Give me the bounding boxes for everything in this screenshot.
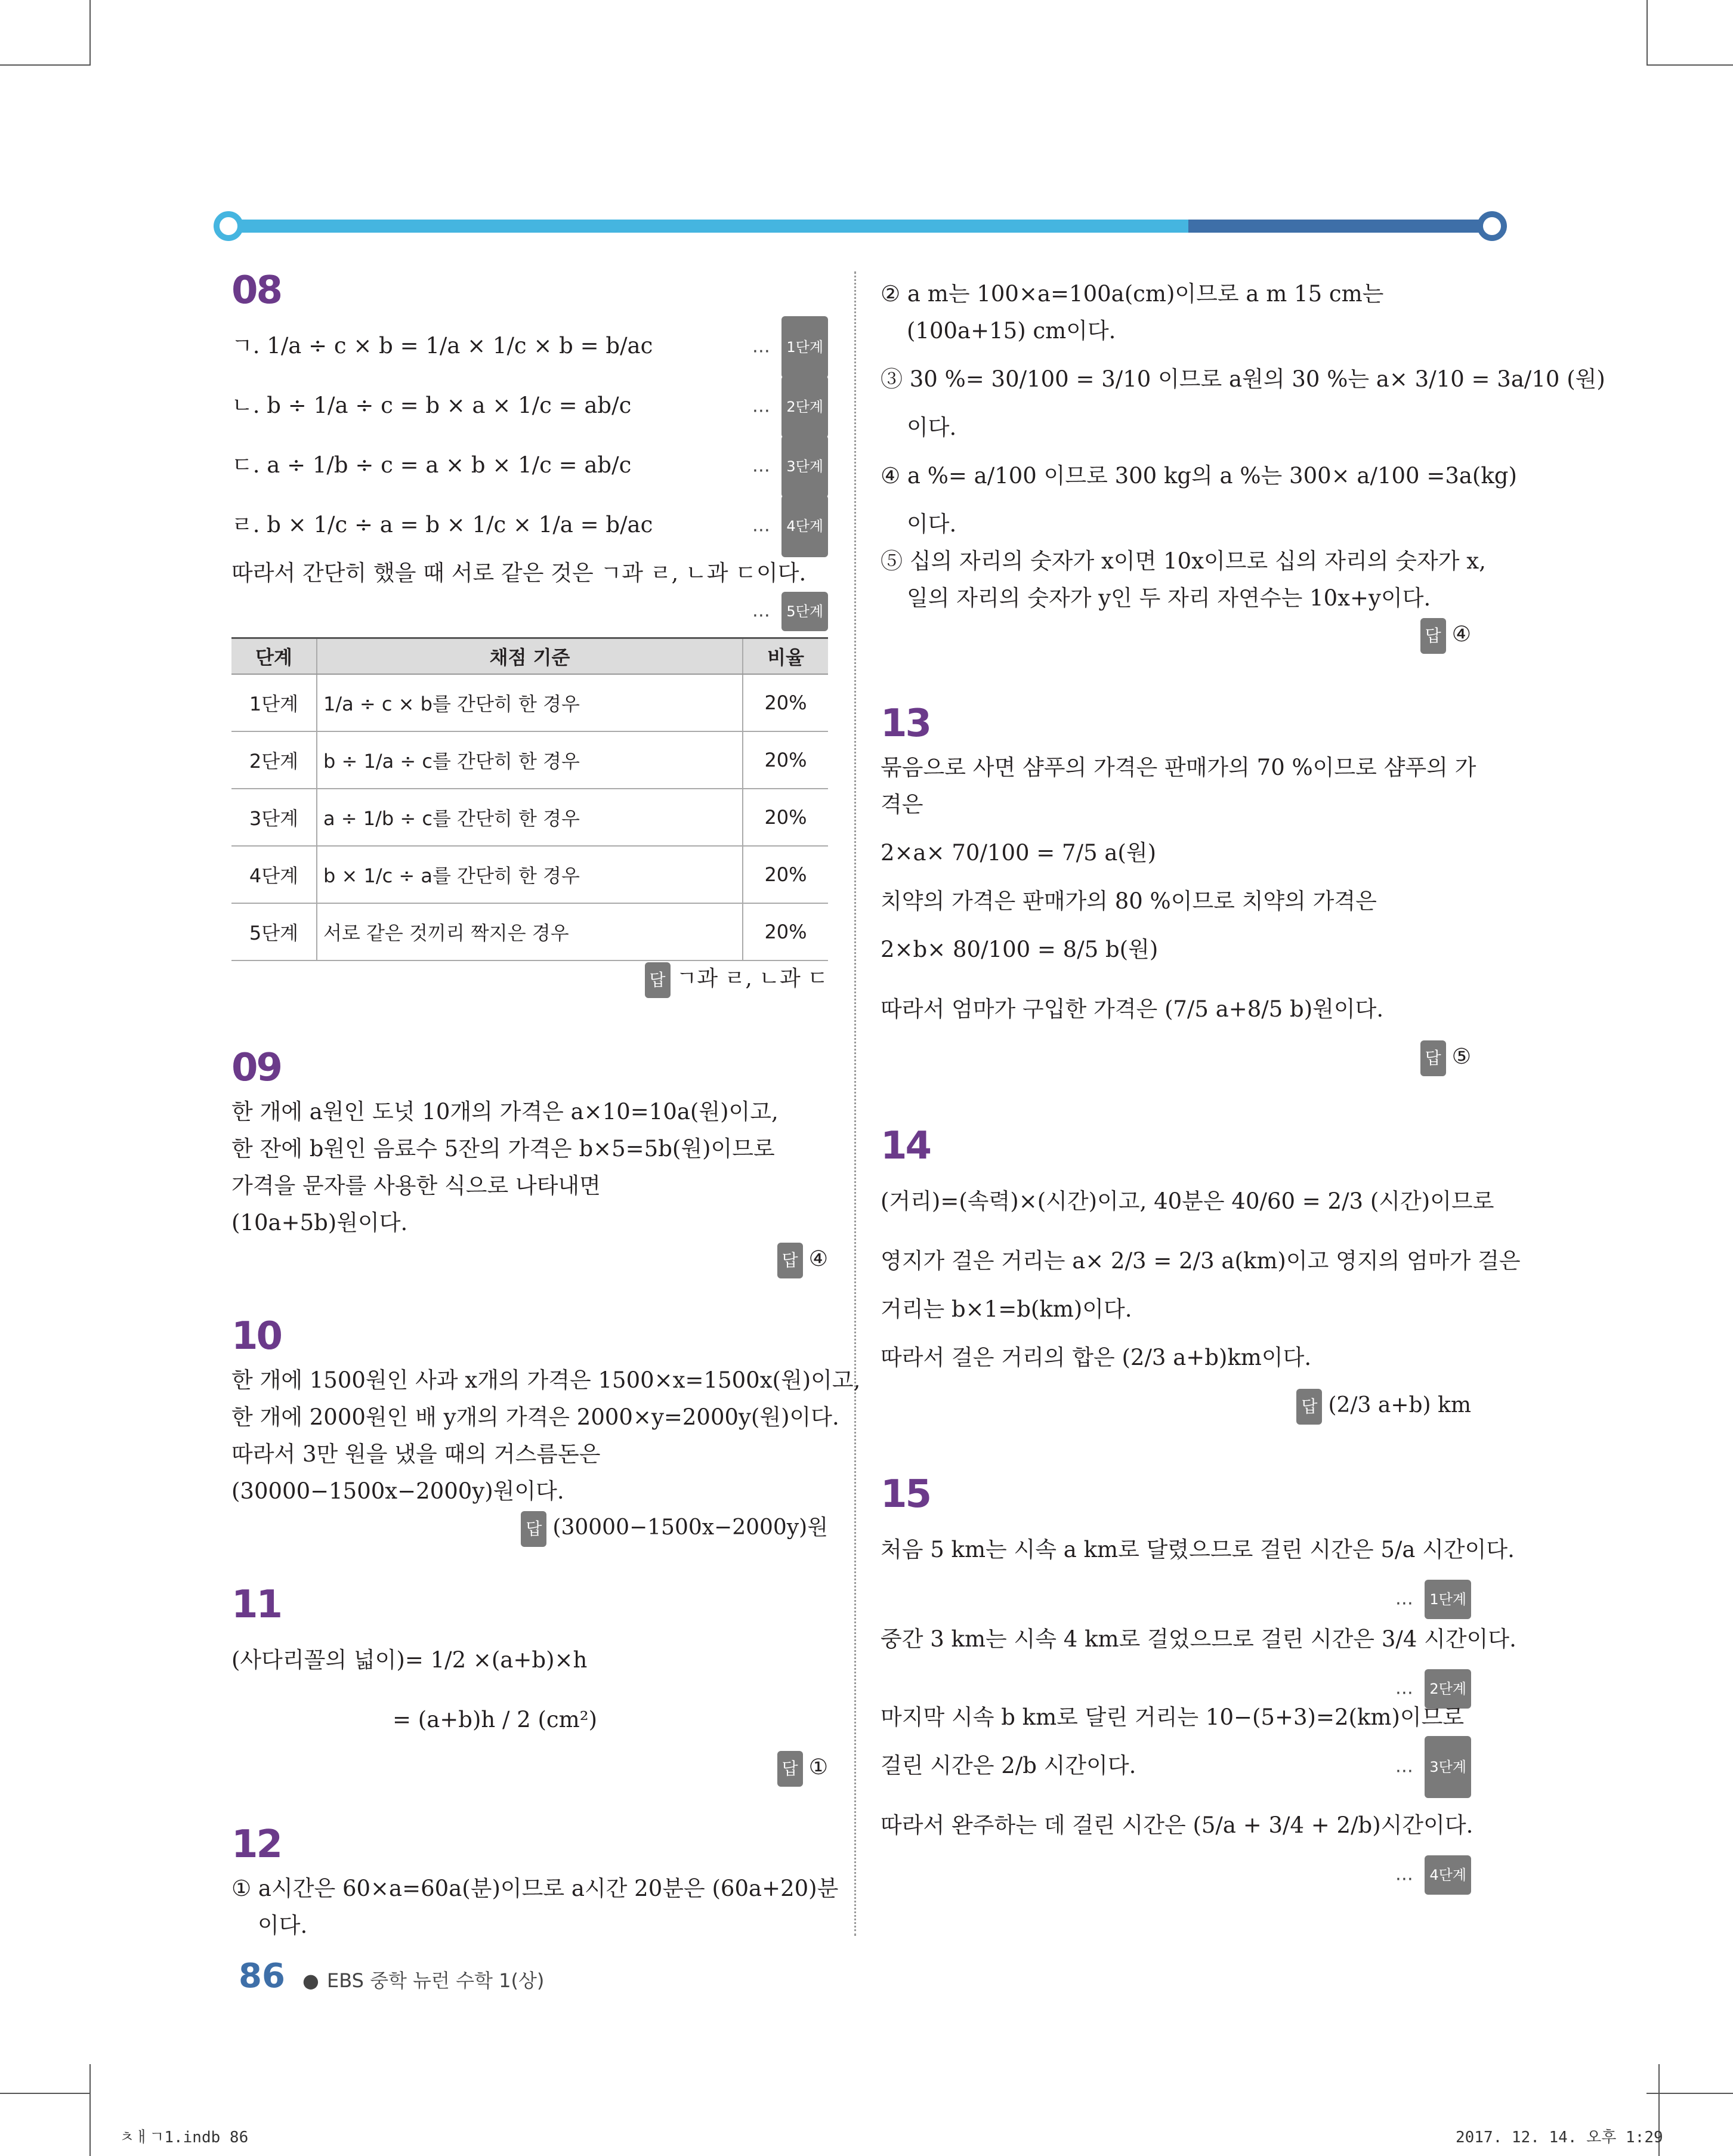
header-bar-light xyxy=(222,220,1188,233)
solution-line xyxy=(881,1580,1471,1610)
answer-line: 답 ⑤ xyxy=(881,1039,1471,1076)
solution-line: 한 잔에 b원인 음료수 5잔의 가격은 b×5=5b(원)이므로 xyxy=(231,1136,775,1162)
solution-line xyxy=(881,1855,1471,1885)
step-tag: … 5단계 xyxy=(752,592,828,631)
answer-badge: 답 xyxy=(521,1511,546,1547)
answer-badge: 답 xyxy=(1296,1389,1322,1425)
bullet-icon: ● xyxy=(302,1969,319,1992)
conclusion-line: 따라서 간단히 했을 때 서로 같은 것은 ㄱ과 ㄹ, ㄴ과 ㄷ이다. xyxy=(231,560,807,586)
answer-badge: 답 xyxy=(777,1751,803,1787)
solution-line: 따라서 완주하는 데 걸린 시간은 (5/a + 3/4 + 2/b)시간이다. xyxy=(881,1812,1473,1838)
grading-table xyxy=(231,637,828,961)
solution-line: (사다리꼴의 넓이)= 1/2 ×(a+b)×h xyxy=(231,1647,588,1673)
table-header: 채점 기준 xyxy=(317,638,743,675)
step-tag: … 1단계 xyxy=(1395,1580,1471,1619)
problem-number: 09 xyxy=(231,1046,282,1090)
solution-line: ㄱ. 1/a ÷ c × b = 1/a × 1/c × b = b/ac … 1단계 xyxy=(231,316,828,376)
solution-line: ③ 30 %= 30/100 = 3/10 이므로 a원의 30 %는 a× 3/10 = 3a/10 (원) xyxy=(881,366,1605,392)
step-tag: … 2단계 xyxy=(1395,1669,1471,1709)
solution-line: 한 개에 a원인 도넛 10개의 가격은 a×10=10a(원)이고, xyxy=(231,1099,779,1125)
solution-line: ⑤ 십의 자리의 숫자가 x이면 10x이므로 십의 자리의 숫자가 x, xyxy=(881,548,1486,574)
answer-line: 답 (2/3 a+b) km xyxy=(881,1388,1471,1425)
solution-line: ④ a %= a/100 이므로 300 kg의 a %는 300× a/100 =3a(kg) xyxy=(881,463,1517,489)
solution-line: 거리는 b×1=b(km)이다. xyxy=(881,1296,1132,1322)
math-expression: a ÷ 1/b ÷ c = a × b × 1/c = ab/c xyxy=(267,452,632,478)
book-title: EBS 중학 뉴런 수학 1(상) xyxy=(327,1969,545,1992)
solution-line: 격은 xyxy=(881,792,923,817)
solution-line: 2×a× 70/100 = 7/5 a(원) xyxy=(881,840,1157,866)
table-row: 2단계 b ÷ 1/a ÷ c를 간단히 한 경우 20% xyxy=(231,731,828,789)
page-number: 86 xyxy=(239,1957,285,1996)
answer-line: 답 (30000−1500x−2000y)원 xyxy=(231,1510,828,1547)
solution-line: 영지가 걸은 거리는 a× 2/3 = 2/3 a(km)이고 영지의 엄마가 걸은 xyxy=(881,1248,1521,1274)
solution-line xyxy=(881,1669,1471,1699)
step-tag: … 3단계 xyxy=(752,435,828,498)
answer-line: 답 ④ xyxy=(231,1241,828,1278)
answer-badge: 답 xyxy=(777,1243,803,1278)
math-expression: b × 1/c ÷ a = b × 1/c × 1/a = b/ac xyxy=(267,512,653,538)
solution-line: ㄹ. b × 1/c ÷ a = b × 1/c × 1/a = b/ac … 4단계 xyxy=(231,495,828,555)
header-bar-dark xyxy=(1188,220,1487,233)
problem-number: 11 xyxy=(231,1583,282,1627)
solution-line: 이다. xyxy=(258,1913,308,1938)
answer-line: 답 ④ xyxy=(881,617,1471,654)
crop-mark xyxy=(1646,64,1733,66)
answer-badge: 답 xyxy=(645,962,671,998)
solution-line: 이다. xyxy=(907,415,957,440)
table-header: 단계 xyxy=(231,638,317,675)
header-accent-bar xyxy=(222,220,1487,233)
step-tag: … 2단계 xyxy=(752,376,828,438)
page-footer xyxy=(239,1957,544,1996)
solution-line xyxy=(231,592,828,625)
solution-line: 따라서 3만 원을 냈을 때의 거스름돈은 xyxy=(231,1441,601,1467)
solution-line: 걸린 시간은 2/b 시간이다. … 3단계 xyxy=(881,1736,1471,1796)
crop-mark xyxy=(0,64,89,66)
step-tag: … 1단계 xyxy=(752,316,828,378)
solution-line: 묶음으로 사면 샴푸의 가격은 판매가의 70 %이므로 샴푸의 가 xyxy=(881,755,1476,780)
problem-number: 08 xyxy=(231,268,282,313)
problem-number: 15 xyxy=(881,1472,931,1516)
solution-line: 따라서 걸은 거리의 합은 (2/3 a+b)km이다. xyxy=(881,1345,1312,1370)
solution-line: 2×b× 80/100 = 8/5 b(원) xyxy=(881,937,1159,962)
problem-number: 10 xyxy=(231,1314,282,1358)
print-file-info: ㅊㅐㄱ1.indb 86 xyxy=(119,2129,249,2146)
right-column xyxy=(881,276,1605,1885)
problem-number: 14 xyxy=(881,1124,931,1168)
math-expression: b ÷ 1/a ÷ c = b × a × 1/c = ab/c xyxy=(267,393,632,418)
answer-badge: 답 xyxy=(1420,618,1446,654)
step-tag: … 4단계 xyxy=(1395,1855,1471,1895)
solution-line: 마지막 시속 b km로 달린 거리는 10−(5+3)=2(km)이므로 xyxy=(881,1704,1465,1730)
problem-number: 12 xyxy=(231,1823,282,1867)
solution-line: (100a+15) cm이다. xyxy=(907,318,1116,344)
solution-line: (30000−1500x−2000y)원이다. xyxy=(231,1478,564,1504)
solution-line: (거리)=(속력)×(시간)이고, 40분은 40/60 = 2/3 (시간)이므로 xyxy=(881,1188,1494,1214)
problem-number: 13 xyxy=(881,702,931,746)
step-tag: … 3단계 xyxy=(1395,1736,1471,1798)
solution-line: 가격을 문자를 사용한 식으로 나타내면 xyxy=(231,1173,601,1199)
answer-badge: 답 xyxy=(1420,1040,1446,1076)
solution-line: 따라서 엄마가 구입한 가격은 (7/5 a+8/5 b)원이다. xyxy=(881,996,1384,1022)
solution-line: ㄷ. a ÷ 1/b ÷ c = a × b × 1/c = ab/c … 3단계 xyxy=(231,435,828,495)
solution-line: 중간 3 km는 시속 4 km로 걸었으므로 걸린 시간은 3/4 시간이다. xyxy=(881,1626,1516,1652)
solution-line: 처음 5 km는 시속 a km로 달렸으므로 걸린 시간은 5/a 시간이다. xyxy=(881,1537,1515,1562)
solution-line: 이다. xyxy=(907,511,957,537)
solution-line: ㄴ. b ÷ 1/a ÷ c = b × a × 1/c = ab/c … 2단계 xyxy=(231,376,828,435)
crop-mark xyxy=(0,2093,89,2094)
print-date-info: 2017. 12. 14. 오후 1:29 xyxy=(1456,2129,1663,2146)
left-column xyxy=(231,268,861,1944)
solution-line: ② a m는 100×a=100a(cm)이므로 a m 15 cm는 xyxy=(881,281,1384,307)
table-row: 1단계 1/a ÷ c × b를 간단히 한 경우 20% xyxy=(231,674,828,731)
table-header: 비율 xyxy=(743,638,828,675)
answer-line: 답 ① xyxy=(231,1750,828,1787)
crop-mark xyxy=(89,2064,91,2156)
crop-mark xyxy=(1646,0,1648,66)
solution-line: 한 개에 2000원인 배 y개의 가격은 2000×y=2000y(원)이다. xyxy=(231,1404,839,1430)
solution-line: 한 개에 1500원인 사과 x개의 가격은 1500×x=1500x(원)이고, xyxy=(231,1367,861,1393)
table-row: 3단계 a ÷ 1/b ÷ c를 간단히 한 경우 20% xyxy=(231,789,828,846)
crop-mark xyxy=(89,0,91,66)
math-expression: 1/a ÷ c × b = 1/a × 1/c × b = b/ac xyxy=(267,333,653,359)
step-tag: … 4단계 xyxy=(752,495,828,557)
solution-line: 일의 자리의 숫자가 y인 두 자리 자연수는 10x+y이다. xyxy=(907,585,1431,611)
header-dot-right xyxy=(1477,211,1507,241)
solution-line: = (a+b)h / 2 (cm²) xyxy=(393,1707,598,1732)
answer-line: 답 ㄱ과 ㄹ, ㄴ과 ㄷ xyxy=(231,961,828,998)
table-row: 5단계 서로 같은 것끼리 짝지은 경우 20% xyxy=(231,903,828,960)
solution-line: (10a+5b)원이다. xyxy=(231,1210,408,1235)
solution-line: ① a시간은 60×a=60a(분)이므로 a시간 20분은 (60a+20)분 xyxy=(231,1876,839,1901)
header-dot-left xyxy=(214,211,243,241)
solution-line: 치약의 가격은 판매가의 80 %이므로 치약의 가격은 xyxy=(881,888,1377,914)
column-divider xyxy=(854,271,856,1936)
table-row: 4단계 b × 1/c ÷ a를 간단히 한 경우 20% xyxy=(231,846,828,903)
